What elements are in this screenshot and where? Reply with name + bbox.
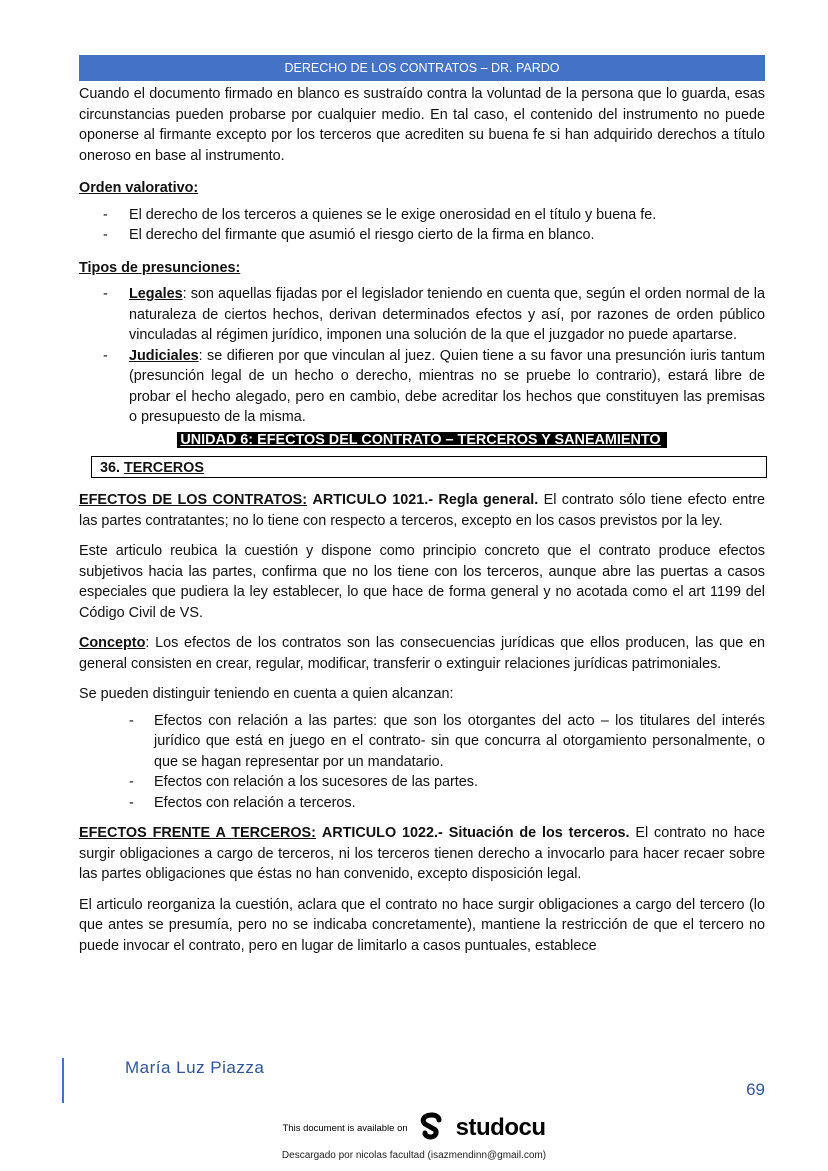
concepto-paragraph: Concepto: Los efectos de los contratos son las consecuencias jurídicas que ellos producen, las que en general consisten en crear, regular, modificar, transferir o extinguir relaciones jurídicas patrimoniales. [79, 635, 765, 672]
intro-paragraph: Cuando el documento firmado en blanco es sustraído contra la voluntad de la persona que lo guarda, esas circunstancias pueden probarse por cualquier medio. En tal caso, el contenido del instrumento no puede oponerse al firmante excepto por los terceros que acrediten su buena fe si han adquirido derechos a título oneroso en base al instrumento. [79, 86, 765, 164]
frente-paragraph: EFECTOS FRENTE A TERCEROS: ARTICULO 1022.- Situación de los terceros. El contrato no hace surgir obligaciones a cargo de terceros, ni los terceros tienen derecho a invocarlo para hacer recaer sobre las partes obligaciones que éstas no han convenido, excepto disposición legal. [79, 825, 765, 882]
list-item: - El derecho del firmante que asumió el riesgo cierto de la firma en blanco. [79, 225, 765, 246]
distinguir-paragraph: Se pueden distinguir teniendo en cuenta a quien alcanzan: [79, 686, 454, 702]
tipos-list [79, 284, 765, 428]
final-paragraph: El articulo reorganiza la cuestión, aclara que el contrato no hace surgir obligaciones a cargo del tercero (lo que antes se presumía, pero no se indicaba concretamente), mantiene la restricción de que el tercero no puede invocar el contrato, pero en lugar de limitarlo a casos puntuales, establece [79, 896, 765, 954]
tipos-heading: Tipos de presunciones: [79, 259, 241, 276]
list-item: - El derecho de los terceros a quienes se le exige onerosidad en el título y buena fe. [79, 205, 765, 226]
efectos-paragraph: EFECTOS DE LOS CONTRATOS: ARTICULO 1021.- Regla general. El contrato sólo tiene efecto entre las partes contratantes; no lo tiene con respecto a terceros, excepto en los casos previstos por la ley. [79, 492, 765, 529]
page-header: DERECHO DE LOS CONTRATOS – DR. PARDO [79, 55, 765, 81]
unit-title: UNIDAD 6: EFECTOS DEL CONTRATO – TERCEROS Y SANEAMIENTO [79, 430, 765, 451]
list-item: - Efectos con relación a las partes: que son los otorgantes del acto – los titulares del interés jurídico que está en juego en el contrato- sin que concurra al otorgamiento personalmente, o que se hagan representar por un mandatario. [79, 711, 765, 773]
section-number: 36. [100, 460, 121, 476]
section-title: TERCEROS [124, 460, 204, 476]
orden-list [79, 205, 765, 246]
studocu-brand[interactable]: studocu [455, 1114, 546, 1141]
page-number: 69 [746, 1080, 765, 1099]
list-item: - Judiciales: se difieren por que vinculan al juez. Quien tiene a su favor una presunción iuris tantum (presunción legal de un hecho o derecho, mientras no se pruebe lo contrario), estará libre de probar el hecho alegado, pero en cambio, debe acreditar los hechos que constituyen las premisas o presupuesto de la misma. [79, 346, 765, 428]
footer-author: María Luz Piazza [125, 1058, 265, 1077]
orden-heading: Orden valorativo: [79, 180, 199, 196]
footer-divider [62, 1058, 64, 1103]
section-title-box [91, 456, 767, 478]
list-item: - Efectos con relación a terceros. [79, 793, 765, 814]
download-notice: Descargado por nicolas facultad (isazmendinn@gmail.com) [281, 1150, 547, 1161]
articulo-paragraph: Este articulo reubica la cuestión y dispone como principio concreto que el contrato produce efectos subjetivos hacia las partes, confirma que no los tiene con los terceros, aunque abre las puertas a casos especiales que pudiera la ley establecer, lo que hace de forma general y no acotada como el art 1199 del Código Civil de VS. [79, 543, 765, 621]
studocu-banner [0, 1112, 828, 1146]
list-item: - Legales: son aquellas fijadas por el legislador teniendo en cuenta que, según el orden normal de la naturaleza de ciertos hechos, derivan determinados efectos y así, por razones de orden público vinculadas al régimen jurídico, imponen una solución de la que el juzgador no puede apartarse. [79, 284, 765, 346]
available-text: This document is available on [282, 1122, 408, 1134]
efectos-list [79, 711, 765, 814]
document-body [79, 84, 765, 956]
list-item: - Efectos con relación a los sucesores de las partes. [79, 772, 765, 793]
studocu-logo-icon [416, 1112, 448, 1144]
